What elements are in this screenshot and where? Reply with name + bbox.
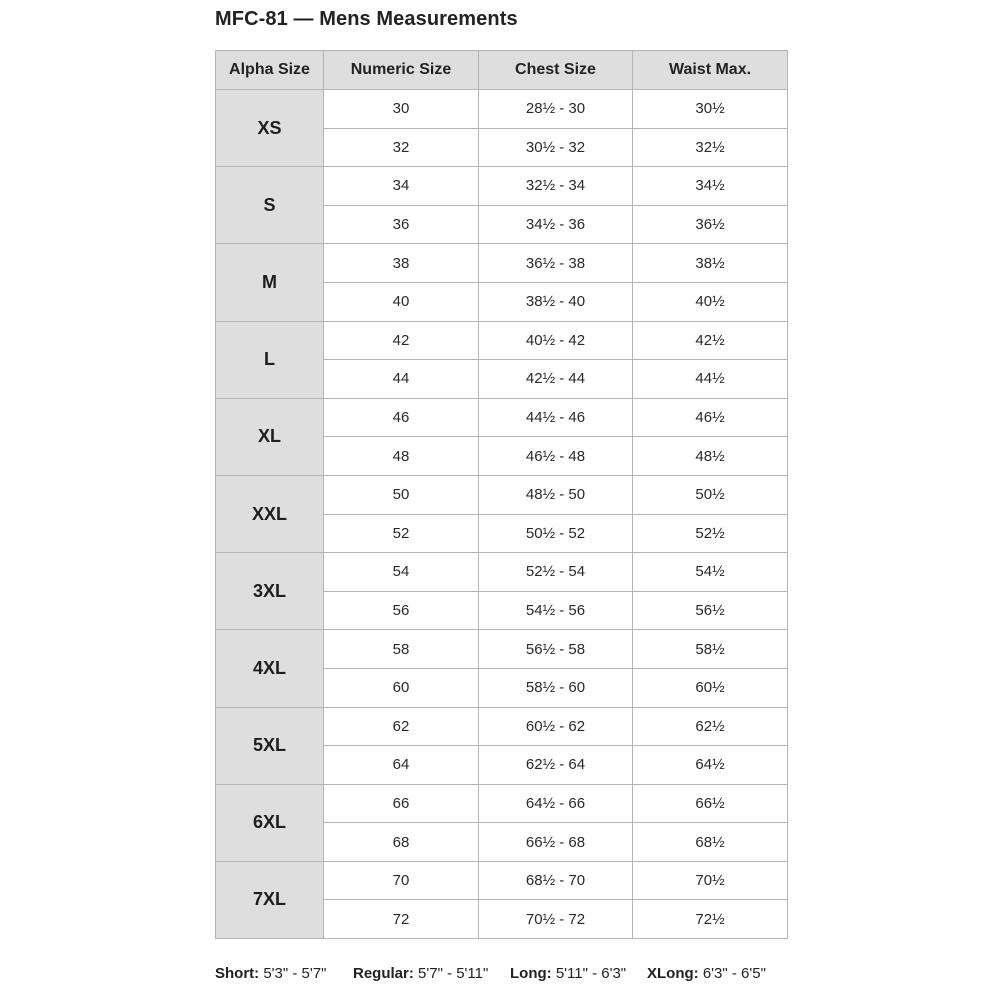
numeric-size-cell: 46	[324, 398, 479, 437]
chest-size-cell: 30½ - 32	[479, 128, 633, 167]
table-row	[216, 398, 788, 437]
waist-max-cell: 36½	[633, 205, 788, 244]
alpha-size-cell: XS	[216, 90, 324, 167]
size-table-body	[216, 90, 788, 939]
waist-max-cell: 68½	[633, 823, 788, 862]
table-row	[216, 90, 788, 129]
numeric-size-cell: 40	[324, 282, 479, 321]
chest-size-cell: 60½ - 62	[479, 707, 633, 746]
table-row	[216, 861, 788, 900]
header-numeric-size: Numeric Size	[324, 51, 479, 90]
chest-size-cell: 52½ - 54	[479, 553, 633, 592]
waist-max-cell: 70½	[633, 861, 788, 900]
waist-max-cell: 72½	[633, 900, 788, 939]
alpha-size-cell: S	[216, 167, 324, 244]
alpha-size-cell: 6XL	[216, 784, 324, 861]
table-row	[216, 475, 788, 514]
chest-size-cell: 42½ - 44	[479, 360, 633, 399]
waist-max-cell: 38½	[633, 244, 788, 283]
numeric-size-cell: 68	[324, 823, 479, 862]
chest-size-cell: 46½ - 48	[479, 437, 633, 476]
chest-size-cell: 64½ - 66	[479, 784, 633, 823]
alpha-size-cell: XXL	[216, 475, 324, 552]
waist-max-cell: 66½	[633, 784, 788, 823]
size-chart-table	[215, 50, 788, 939]
waist-max-cell: 60½	[633, 668, 788, 707]
numeric-size-cell: 50	[324, 475, 479, 514]
length-xlong: XLong: 6'3" - 6'5"	[647, 965, 766, 982]
header-chest-size: Chest Size	[479, 51, 633, 90]
numeric-size-cell: 30	[324, 90, 479, 129]
table-row	[216, 553, 788, 592]
numeric-size-cell: 32	[324, 128, 479, 167]
chest-size-cell: 66½ - 68	[479, 823, 633, 862]
numeric-size-cell: 38	[324, 244, 479, 283]
chest-size-cell: 36½ - 38	[479, 244, 633, 283]
waist-max-cell: 62½	[633, 707, 788, 746]
header-alpha-size: Alpha Size	[216, 51, 324, 90]
chest-size-cell: 56½ - 58	[479, 630, 633, 669]
waist-max-cell: 30½	[633, 90, 788, 129]
alpha-size-cell: XL	[216, 398, 324, 475]
chest-size-cell: 34½ - 36	[479, 205, 633, 244]
length-short: Short: 5'3" - 5'7"	[215, 965, 327, 982]
alpha-size-cell: L	[216, 321, 324, 398]
table-row	[216, 321, 788, 360]
length-regular: Regular: 5'7" - 5'11"	[353, 965, 489, 982]
page-title: MFC-81 — Mens Measurements	[215, 8, 518, 30]
length-long: Long: 5'11" - 6'3"	[510, 965, 627, 982]
length-legend	[215, 965, 815, 989]
chest-size-cell: 28½ - 30	[479, 90, 633, 129]
chest-size-cell: 38½ - 40	[479, 282, 633, 321]
waist-max-cell: 52½	[633, 514, 788, 553]
table-row	[216, 244, 788, 283]
waist-max-cell: 64½	[633, 746, 788, 785]
numeric-size-cell: 66	[324, 784, 479, 823]
numeric-size-cell: 62	[324, 707, 479, 746]
numeric-size-cell: 48	[324, 437, 479, 476]
alpha-size-cell: 3XL	[216, 553, 324, 630]
numeric-size-cell: 64	[324, 746, 479, 785]
chest-size-cell: 68½ - 70	[479, 861, 633, 900]
alpha-size-cell: 7XL	[216, 861, 324, 938]
numeric-size-cell: 56	[324, 591, 479, 630]
waist-max-cell: 54½	[633, 553, 788, 592]
table-row	[216, 707, 788, 746]
chest-size-cell: 50½ - 52	[479, 514, 633, 553]
header-waist-max: Waist Max.	[633, 51, 788, 90]
chest-size-cell: 54½ - 56	[479, 591, 633, 630]
waist-max-cell: 56½	[633, 591, 788, 630]
chest-size-cell: 32½ - 34	[479, 167, 633, 206]
numeric-size-cell: 72	[324, 900, 479, 939]
numeric-size-cell: 54	[324, 553, 479, 592]
waist-max-cell: 34½	[633, 167, 788, 206]
numeric-size-cell: 60	[324, 668, 479, 707]
numeric-size-cell: 52	[324, 514, 479, 553]
chest-size-cell: 44½ - 46	[479, 398, 633, 437]
waist-max-cell: 44½	[633, 360, 788, 399]
numeric-size-cell: 36	[324, 205, 479, 244]
chest-size-cell: 48½ - 50	[479, 475, 633, 514]
numeric-size-cell: 44	[324, 360, 479, 399]
numeric-size-cell: 70	[324, 861, 479, 900]
table-row	[216, 167, 788, 206]
numeric-size-cell: 58	[324, 630, 479, 669]
chest-size-cell: 40½ - 42	[479, 321, 633, 360]
header-row	[216, 51, 788, 90]
alpha-size-cell: 4XL	[216, 630, 324, 707]
alpha-size-cell: 5XL	[216, 707, 324, 784]
waist-max-cell: 58½	[633, 630, 788, 669]
chest-size-cell: 58½ - 60	[479, 668, 633, 707]
waist-max-cell: 42½	[633, 321, 788, 360]
chest-size-cell: 70½ - 72	[479, 900, 633, 939]
waist-max-cell: 32½	[633, 128, 788, 167]
chest-size-cell: 62½ - 64	[479, 746, 633, 785]
waist-max-cell: 48½	[633, 437, 788, 476]
numeric-size-cell: 42	[324, 321, 479, 360]
waist-max-cell: 46½	[633, 398, 788, 437]
table-row	[216, 630, 788, 669]
numeric-size-cell: 34	[324, 167, 479, 206]
alpha-size-cell: M	[216, 244, 324, 321]
waist-max-cell: 50½	[633, 475, 788, 514]
table-row	[216, 784, 788, 823]
waist-max-cell: 40½	[633, 282, 788, 321]
